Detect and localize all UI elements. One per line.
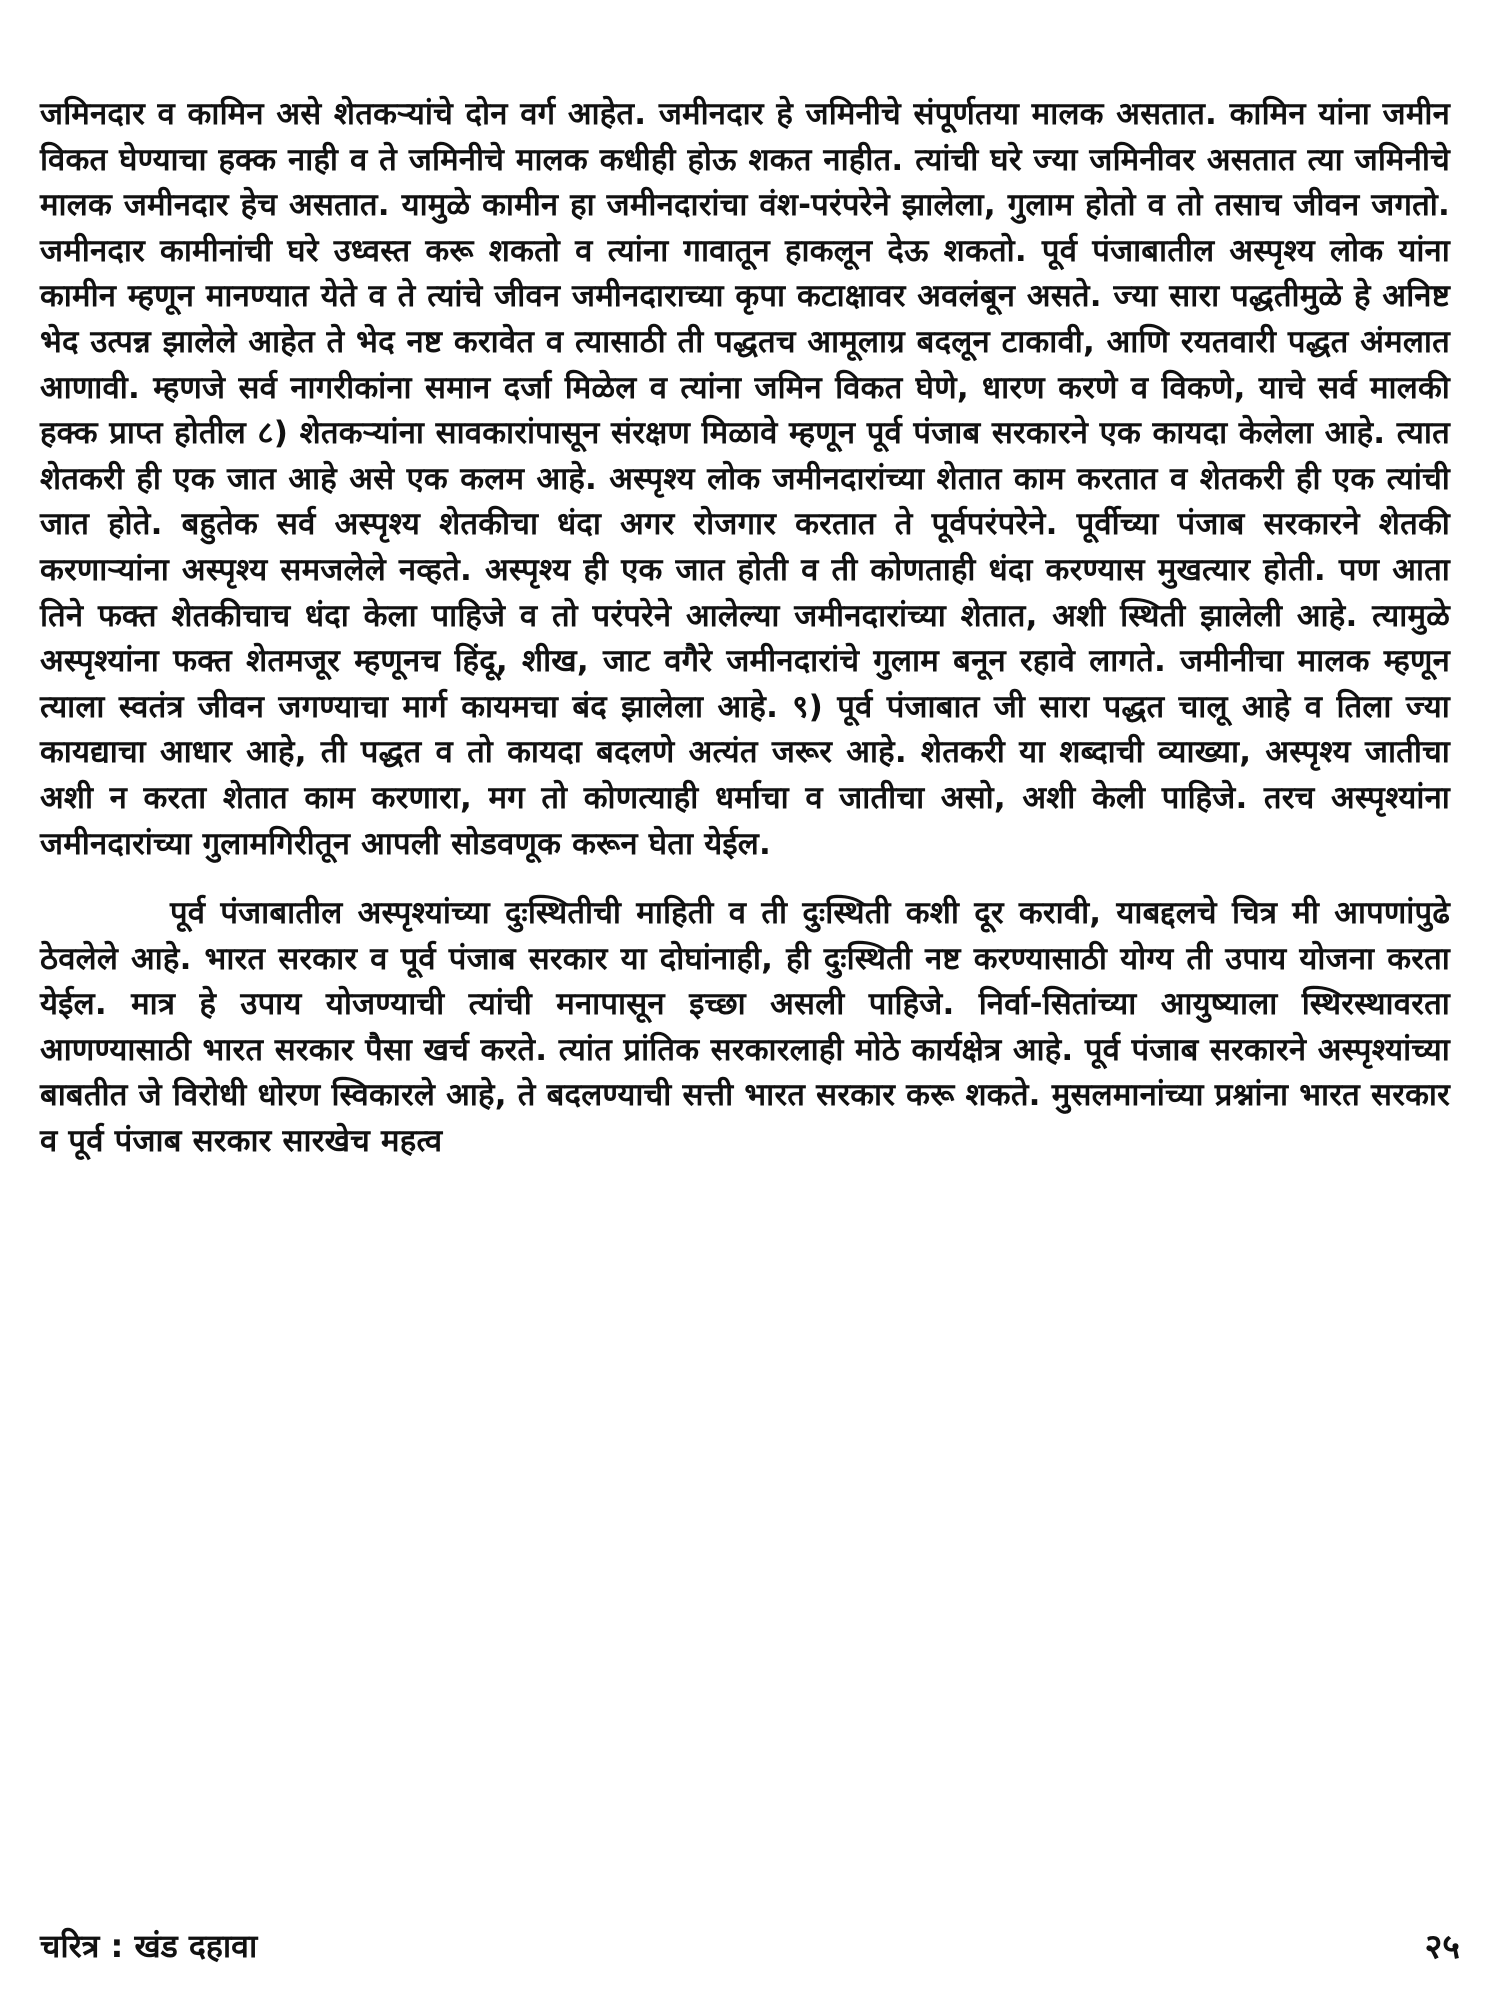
page-footer <box>40 1920 1460 1970</box>
paragraph-2: पूर्व पंजाबातील अस्पृश्यांच्या दुःस्थितीची माहिती व ती दुःस्थिती कशी दूर करावी, याबद्दलचे चित्र मी आपणांपुढे ठेवलेले आहे. भारत सरकार व पूर्व पंजाब सरकार या दोघांनाही, ही दुःस्थिती नष्ट करण्यासाठी योग्य ती उपाय योजना करता येईल. मात्र हे उपाय योजण्याची त्यांची मनापासून इच्छा असली पाहिजे. निर्वा-सितांच्या आयुष्याला स्थिरस्थावरता आणण्यासाठी भारत सरकार पैसा खर्च करते. त्यांत प्रांतिक सरकारलाही मोठे कार्यक्षेत्र आहे. पूर्व पंजाब सरकारने अस्पृश्यांच्या बाबतीत जे विरोधी धोरण स्विकारले आहे, ते बदलण्याची सत्ती भारत सरकार करू शकते. मुसलमानांच्या प्रश्नांना भारत सरकार व पूर्व पंजाब सरकार सारखेच महत्व <box>40 895 1451 1160</box>
body-text <box>40 92 1450 1165</box>
page-number: २५ <box>1424 1927 1460 1967</box>
footer-title: चरित्र : खंड दहावा <box>40 1926 258 1965</box>
paragraph-1: जमिनदार व कामिन असे शेतकऱ्यांचे दोन वर्ग आहेत. जमीनदार हे जमिनीचे संपूर्णतया मालक असतात. कामिन यांना जमीन विकत घेण्याचा हक्क नाही व ते जमिनीचे मालक कधीही होऊ शकत नाहीत. त्यांची घरे ज्या जमिनीवर असतात त्या जमिनीचे मालक जमीनदार हेच असतात. यामुळे कामीन हा जमीनदारांचा वंश-परंपरेने झालेला, गुलाम होतो व तो तसाच जीवन जगतो. जमीनदार कामीनांची घरे उध्वस्त करू शकतो व त्यांना गावातून हाकलून देऊ शकतो. पूर्व पंजाबातील अस्पृश्य लोक यांना कामीन म्हणून मानण्यात येते व ते त्यांचे जीवन जमीनदाराच्या कृपा कटाक्षावर अवलंबून असते. ज्या सारा पद्धतीमुळे हे अनिष्ट भेद उत्पन्न झालेले आहेत ते भेद नष्ट करावेत व त्यासाठी ती पद्धतच आमूलाग्र बदलून टाकावी, आणि रयतवारी पद्धत अंमलात आणावी. म्हणजे सर्व नागरीकांना समान दर्जा मिळेल व त्यांना जमिन विकत घेणे, धारण करणे व विकणे, याचे सर्व मालकी हक्क प्राप्त होतील ८) शेतकऱ्यांना सावकारांपासून संरक्षण मिळावे म्हणून पूर्व पंजाब सरकारने एक कायदा केलेला आहे. त्यात शेतकरी ही एक जात आहे असे एक कलम आहे. अस्पृश्य लोक जमीनदारांच्या शेतात काम करतात व शेतकरी ही एक त्यांची जात होते. बहुतेक सर्व अस्पृश्य शेतकीचा धंदा अगर रोजगार करतात ते पूर्वपरंपरेने. पूर्वीच्या पंजाब सरकारने शेतकी करणाऱ्यांना अस्पृश्य समजलेले नव्हते. अस्पृश्य ही एक जात होती व ती कोणताही धंदा करण्यास मुखत्यार होती. पण आता तिने फक्त शेतकीचाच धंदा केला पाहिजे व तो परंपरेने आलेल्या जमीनदारांच्या शेतात, अशी स्थिती झालेली आहे. त्यामुळे अस्पृश्यांना फक्त शेतमजूर म्हणूनच हिंदू, शीख, जाट वगैरे जमीनदारांचे गुलाम बनून रहावे लागते. जमीनीचा मालक म्हणून त्याला स्वतंत्र जीवन जगण्याचा मार्ग कायमचा बंद झालेला आहे. ९) पूर्व पंजाबात जी सारा पद्धत चालू आहे व तिला ज्या कायद्याचा आधार आहे, ती पद्धत व तो कायदा बदलणे अत्यंत जरूर आहे. शेतकरी या शब्दाची व्याख्या, अस्पृश्य जातीचा अशी न करता शेतात काम करणारा, मग तो कोणत्याही धर्माचा व जातीचा असो, अशी केली पाहिजे. तरच अस्पृश्यांना जमीनदारांच्या गुलामगिरीतून आपली सोडवणूक करून घेता येईल. <box>40 96 1450 862</box>
